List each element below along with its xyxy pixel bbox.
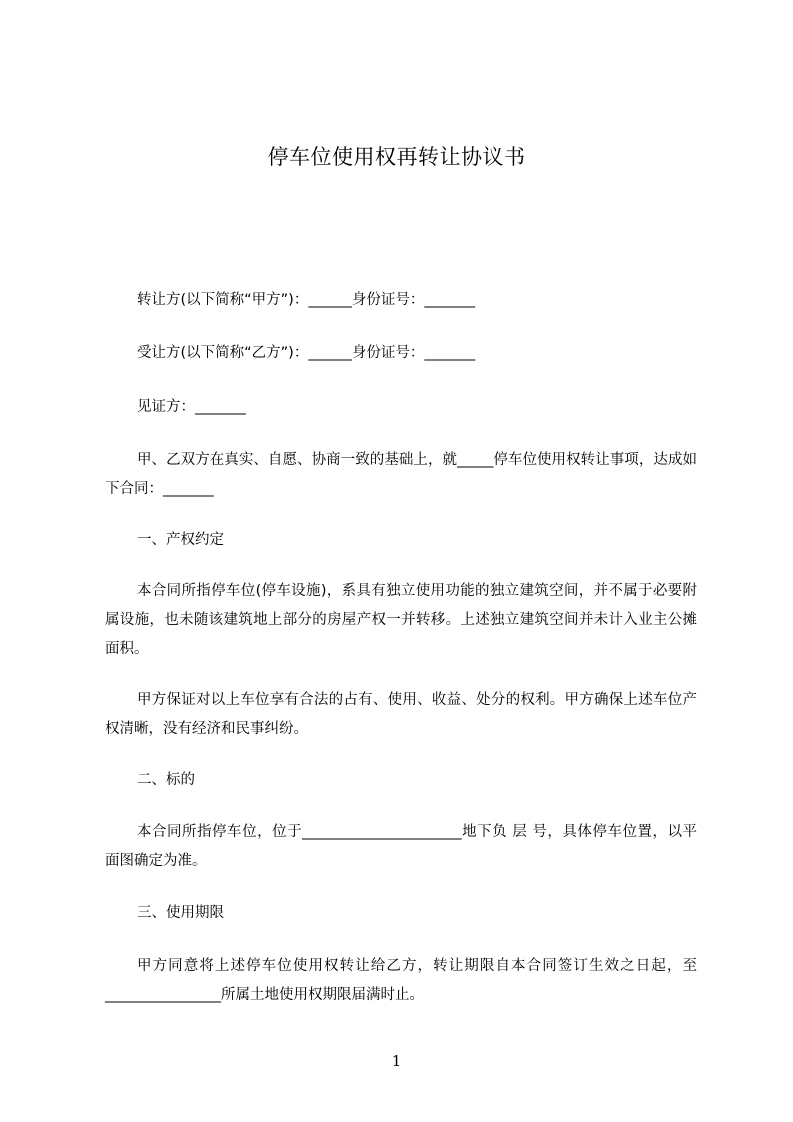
transferee-line: 受让方(以下简称“乙方”)：______身份证号：_______ [137, 345, 476, 361]
preamble-paragraph: 甲、乙双方在真实、自愿、协商一致的基础上，就_____停车位使用权转让事项，达成如下合同：_______ [105, 452, 697, 497]
section-heading-term: 三、使用期限 [137, 905, 224, 921]
witness-line: 见证方：_______ [137, 399, 246, 415]
property-rights-paragraph-1: 本合同所指停车位(停车设施)，系具有独立使用功能的独立建筑空间，并不属于必要附属设施，也未随该建筑地上部分的房屋产权一并转移。上述独立建筑空间并未计入业主公摊面积。 [105, 583, 697, 657]
term-paragraph: 甲方同意将上述停车位使用权转让给乙方，转让期限自本合同签订生效之日起，至________________所属土地使用权期限届满时止。 [105, 958, 697, 1003]
property-rights-paragraph-2: 甲方保证对以上车位享有合法的占有、使用、收益、处分的权利。甲方确保上述车位产权清晰，没有经济和民事纠纷。 [105, 692, 697, 737]
subject-paragraph: 本合同所指停车位，位于______________________地下负 层 号，具体停车位置，以平面图确定为准。 [105, 824, 697, 869]
section-heading-subject: 二、标的 [137, 772, 195, 788]
document-title: 停车位使用权再转让协议书 [267, 145, 526, 169]
page-number: 1 [391, 1052, 402, 1070]
section-heading-property-rights: 一、产权约定 [137, 532, 224, 548]
transferor-line: 转让方(以下简称“甲方”)：______身份证号：_______ [137, 292, 476, 308]
